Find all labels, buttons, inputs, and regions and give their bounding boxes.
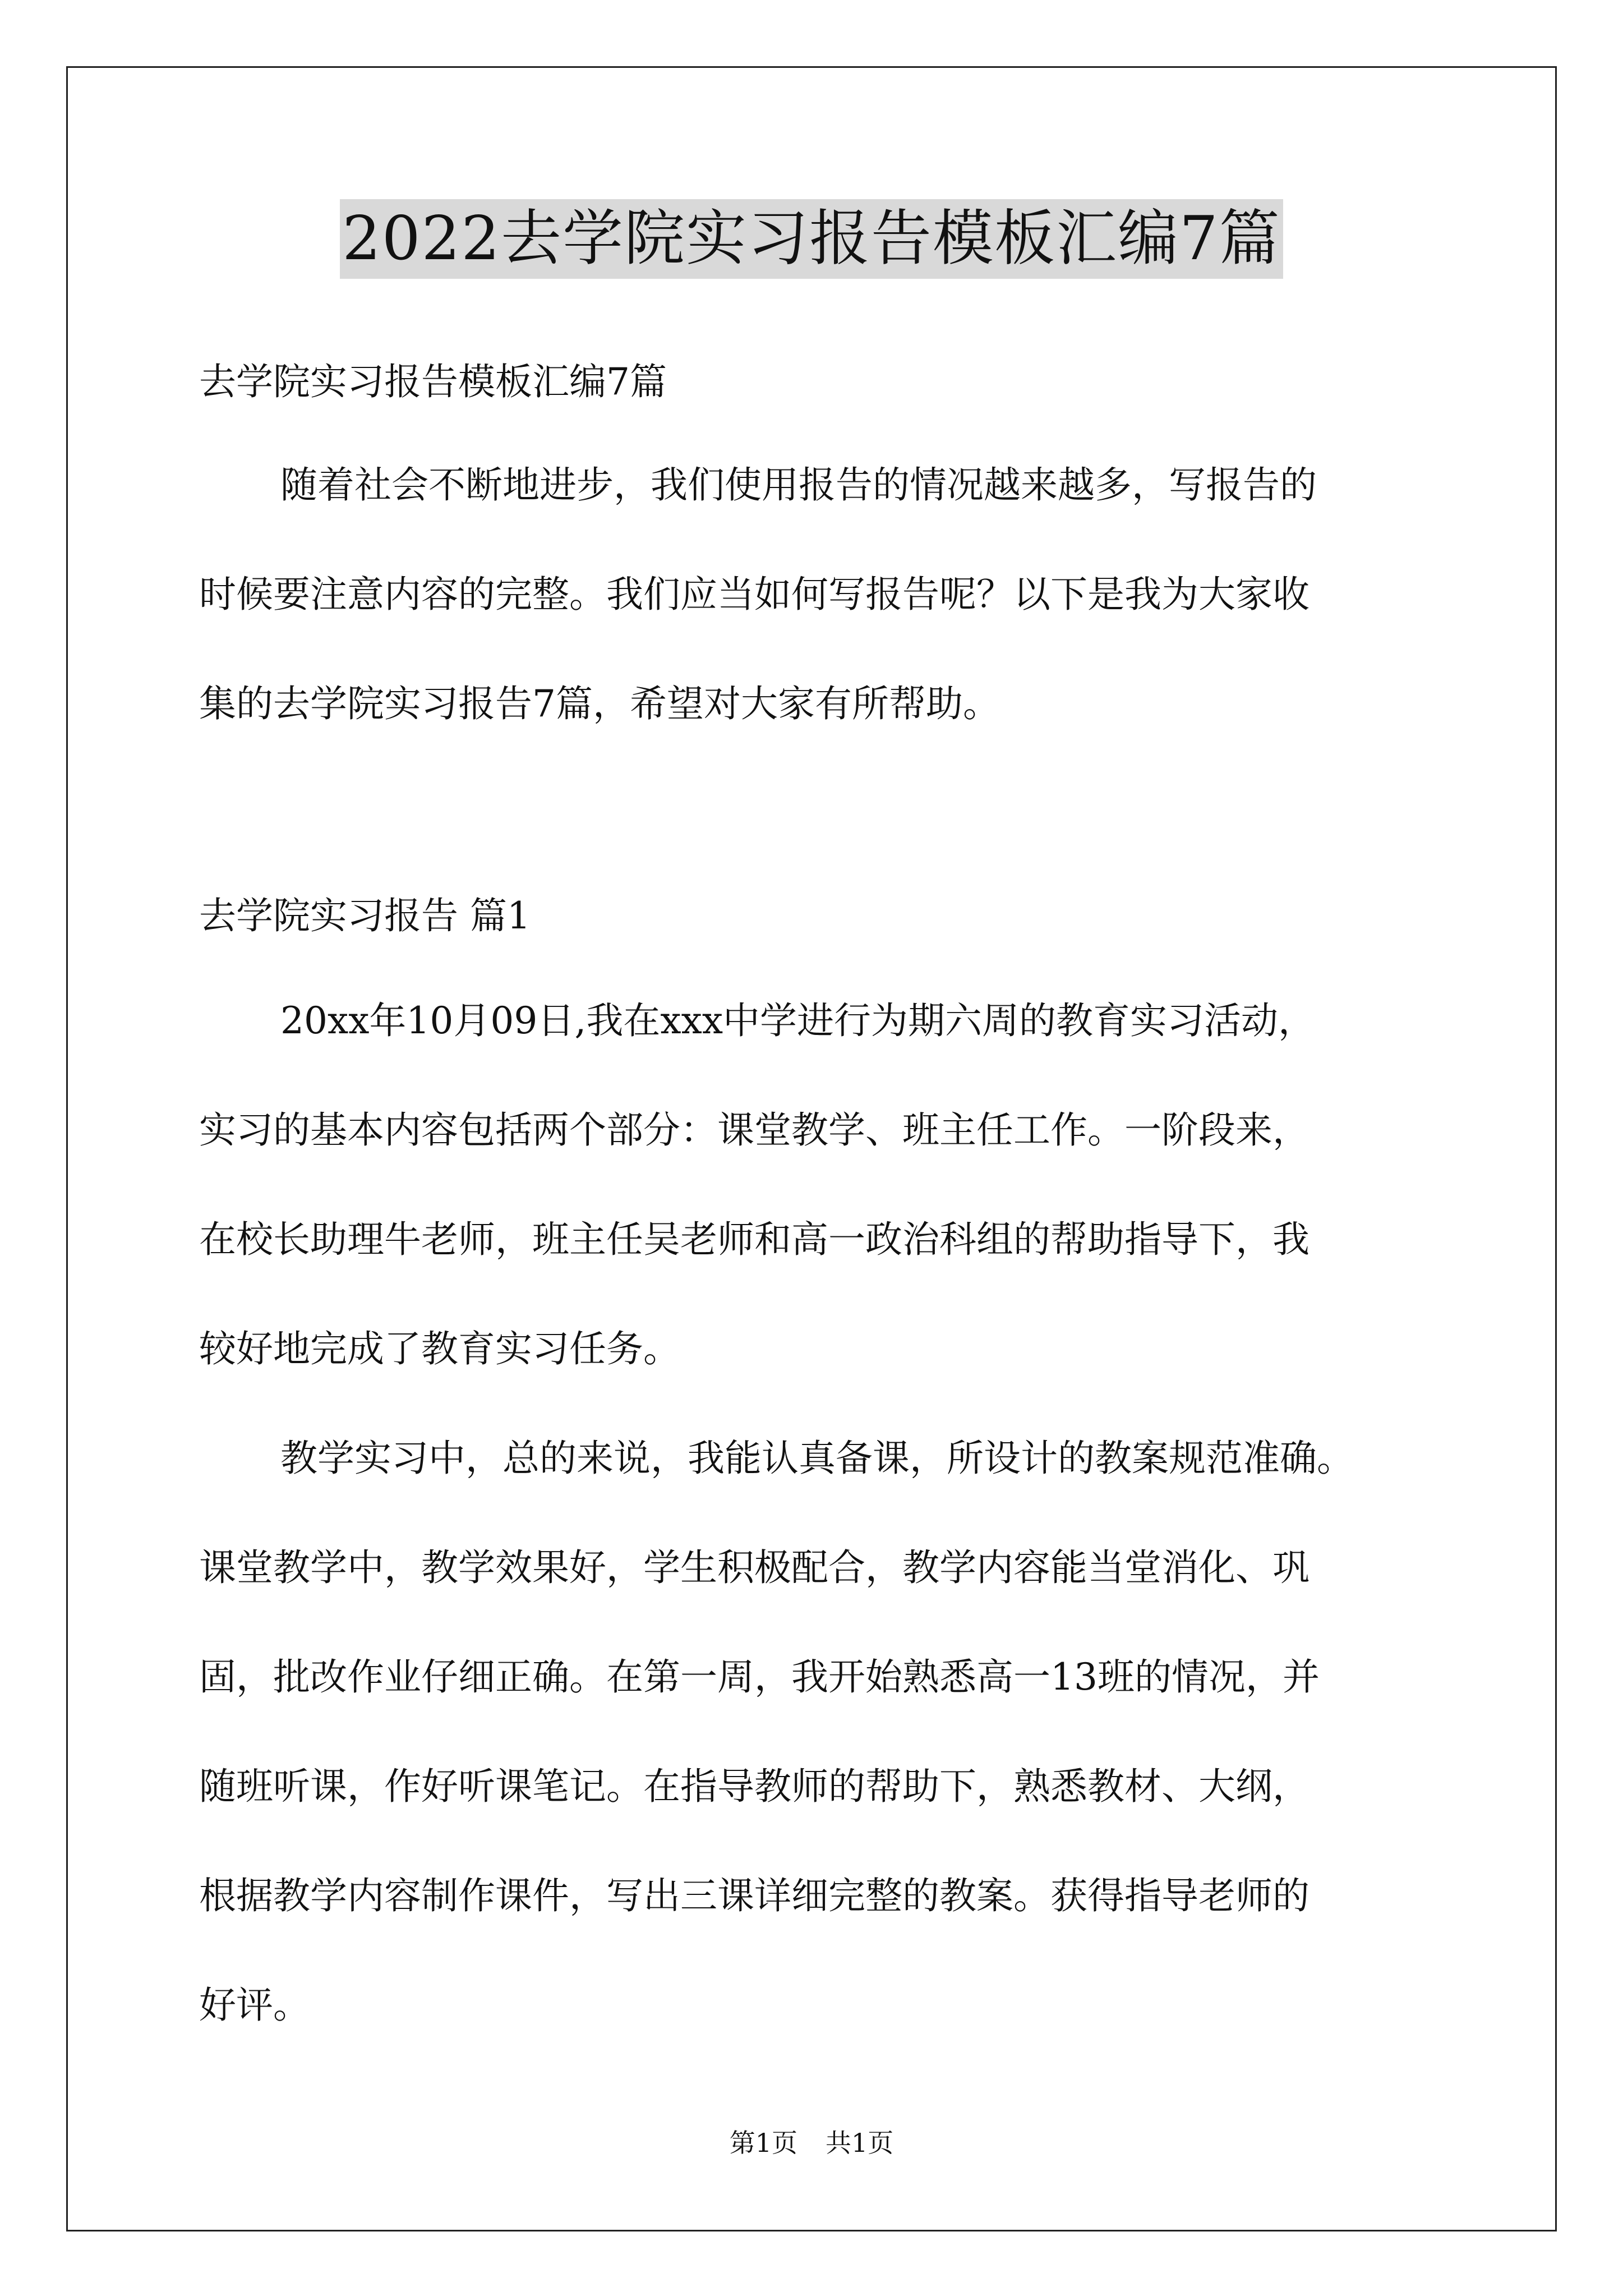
paragraph2-line-2: 课堂教学中，教学效果好，学生积极配合，教学内容能当堂消化、巩: [199, 1546, 1310, 1589]
paragraph1-line-1: 20xx年10月09日,我在xxx中学进行为期六周的教育实习活动，: [280, 999, 1316, 1042]
page-number: 第1页: [729, 2128, 797, 2158]
section-heading: 去学院实习报告 篇1: [199, 894, 531, 937]
paragraph2-line-5: 根据教学内容制作课件，写出三课详细完整的教案。获得指导老师的: [199, 1874, 1310, 1917]
paragraph1-line-3: 在校长助理牛老师，班主任吴老师和高一政治科组的帮助指导下，我: [199, 1218, 1310, 1261]
paragraph2-line-6: 好评。: [199, 1984, 310, 2027]
paragraph2-line-3: 固，批改作业仔细正确。在第一周，我开始熟悉高一13班的情况，并: [199, 1655, 1320, 1699]
intro-line-3: 集的去学院实习报告7篇，希望对大家有所帮助。: [199, 682, 1000, 725]
paragraph2-line-4: 随班听课，作好听课笔记。在指导教师的帮助下，熟悉教材、大纲，: [199, 1765, 1310, 1808]
paragraph1-line-4: 较好地完成了教育实习任务。: [199, 1327, 680, 1370]
intro-line-2: 时候要注意内容的完整。我们应当如何写报告呢？以下是我为大家收: [199, 573, 1310, 616]
paragraph2-line-1: 教学实习中，总的来说，我能认真备课，所设计的教案规范准确。: [280, 1437, 1354, 1480]
paragraph1-line-2: 实习的基本内容包括两个部分：课堂教学、班主任工作。一阶段来，: [199, 1108, 1310, 1152]
document-subtitle: 去学院实习报告模板汇编7篇: [199, 360, 667, 403]
total-pages: 共1页: [826, 2128, 894, 2158]
intro-line-1: 随着社会不断地进步，我们使用报告的情况越来越多，写报告的: [280, 463, 1317, 507]
document-title: 2022去学院实习报告模板汇编7篇: [340, 199, 1283, 279]
page-footer: [0, 2126, 1623, 2160]
title-container: [0, 199, 1623, 279]
